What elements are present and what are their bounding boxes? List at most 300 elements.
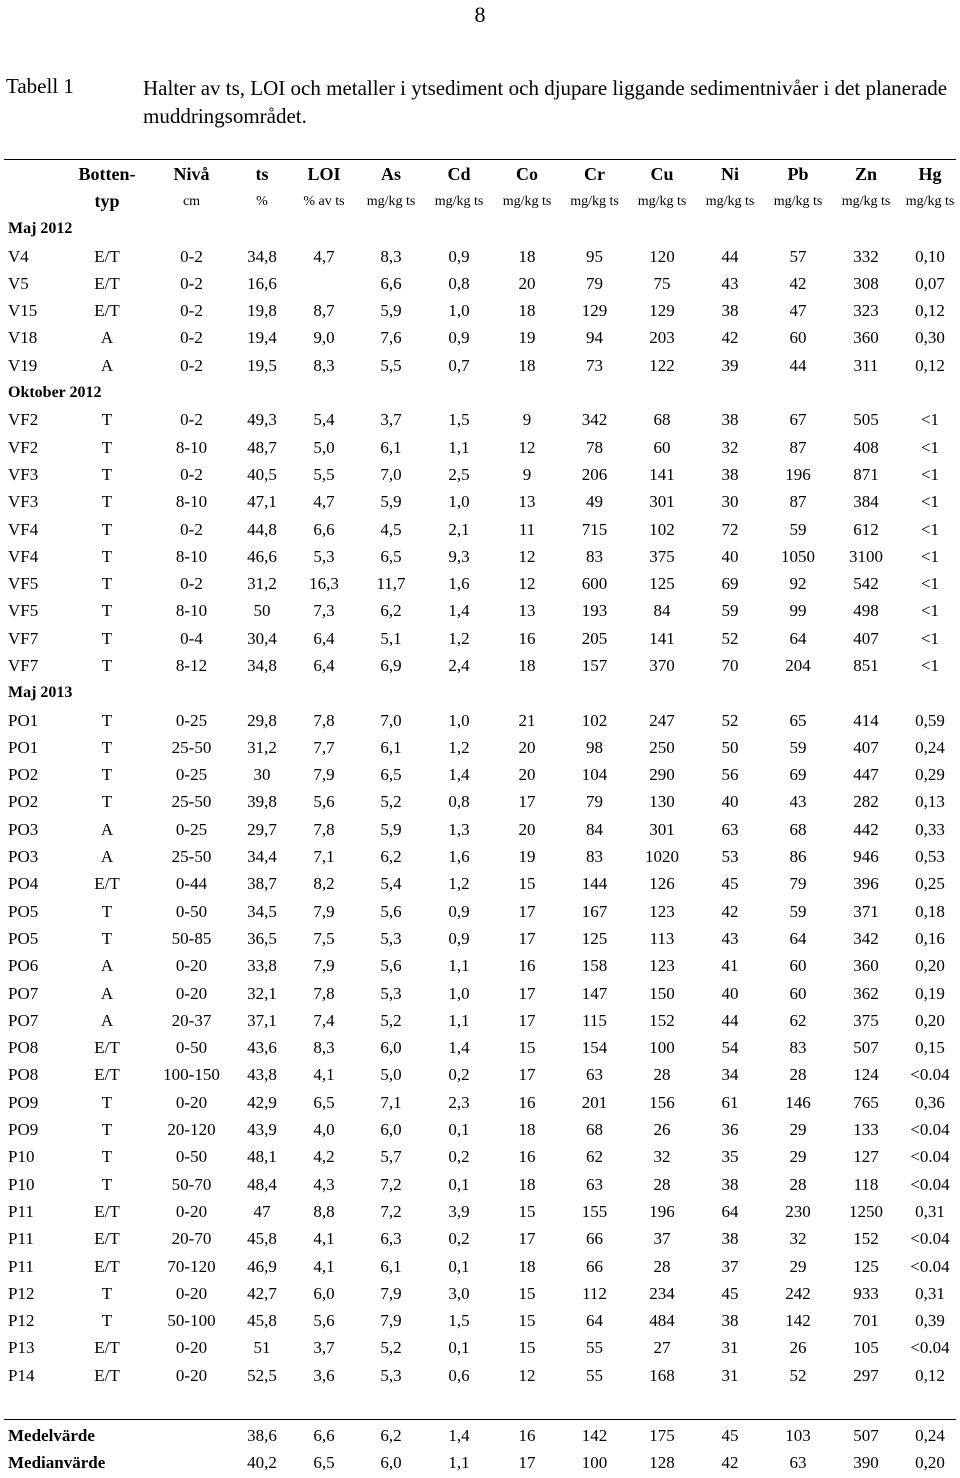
table-cell: 15 [518,1338,536,1358]
table-cell: E/T [94,874,120,894]
table-cell: 0,1 [448,1174,470,1194]
table-cell: 123 [649,956,675,976]
table-cell: 20-120 [167,1120,216,1140]
table-cell: 87 [789,437,807,457]
table-cell: 3,9 [448,1201,470,1221]
table-body [4,216,960,1390]
table-cell: 8,3 [313,1038,335,1058]
table-cell: 18 [518,655,536,675]
table-top-rule [4,159,956,160]
table-cell: 42 [721,901,739,921]
table-cell: 0,20 [915,1010,945,1030]
table-cell: 130 [649,792,675,812]
table-cell: 38 [721,1174,739,1194]
summary-cell: 40,2 [247,1452,277,1472]
table-cell: 155 [581,1201,608,1221]
table-cell: 49,3 [247,410,277,430]
summary-cell: 16 [518,1425,536,1445]
table-cell: 31,2 [247,574,277,594]
table-cell: 8,2 [313,874,335,894]
table-cell: 507 [853,1038,879,1058]
table-cell: 32 [789,1229,807,1249]
summary-label: Medianvärde [8,1452,106,1472]
table-cell: 297 [853,1365,879,1385]
station-code: VF2 [8,410,39,430]
table-cell: 28 [653,1256,671,1276]
table-cell: 61 [721,1092,739,1112]
table-cell: 0-20 [175,1201,208,1221]
table-cell: 0,8 [448,273,470,293]
table-cell: 19,4 [247,328,277,348]
table-cell: <0.04 [910,1338,950,1358]
table-cell: 73 [586,355,603,375]
column-header: Cu [650,164,674,185]
table-cell: 112 [582,1283,607,1303]
table-cell: 4,0 [313,1120,335,1140]
table-cell: 123 [649,901,675,921]
table-cell: 36 [721,1120,739,1140]
table-cell: 301 [649,819,675,839]
table-cell: 4,7 [313,492,335,512]
table-cell: 19 [518,847,536,867]
table-cell: 102 [581,710,608,730]
table-cell: 7,2 [380,1174,402,1194]
table-cell: 5,1 [380,628,402,648]
station-code: V19 [8,355,38,375]
station-code: PO1 [8,737,39,757]
table-row [4,1307,960,1334]
table-cell: 4,5 [380,519,402,539]
table-cell: 104 [581,765,608,785]
table-cell: 98 [586,737,603,757]
table-cell: 0-2 [180,519,203,539]
data-table [4,161,960,1389]
table-row [4,1035,960,1062]
table-cell: 39 [721,355,739,375]
table-cell: 168 [649,1365,675,1385]
table-cell: 68 [653,410,671,430]
table-cell: 28 [653,1174,671,1194]
table-cell: 146 [785,1092,811,1112]
table-cell: 0,36 [915,1092,945,1112]
table-cell: 83 [586,546,603,566]
table-cell: 43,9 [247,1120,277,1140]
table-cell: 48,4 [247,1174,277,1194]
table-cell: 15 [518,1283,536,1303]
table-cell: 7,1 [380,1092,402,1112]
table-cell: T [101,710,113,730]
station-code: P14 [8,1365,35,1385]
table-cell: 37,1 [247,1010,277,1030]
table-row [4,543,960,570]
table-cell: <1 [920,410,940,430]
table-cell: 323 [853,301,879,321]
table-cell: 5,6 [313,792,335,812]
table-cell: 242 [785,1283,811,1303]
table-cell: E/T [94,1038,120,1058]
station-code: VF5 [8,574,39,594]
summary-cell: 100 [581,1452,608,1472]
table-cell: T [101,574,113,594]
column-unit: % [256,193,268,209]
table-row [4,1335,960,1362]
table-cell: 4,2 [313,1147,335,1167]
table-cell: 72 [721,519,739,539]
table-cell: 20 [518,273,536,293]
table-cell: 311 [853,355,879,375]
table-cell: 19,5 [247,355,277,375]
table-cell: 7,0 [380,464,402,484]
table-cell: <0.04 [910,1065,950,1085]
table-row [4,1171,960,1198]
station-code: P10 [8,1174,35,1194]
summary-table [4,1422,960,1477]
table-cell: E/T [94,1365,120,1385]
table-cell: 43 [789,792,807,812]
table-cell: 196 [785,464,811,484]
table-cell: 5,3 [380,928,402,948]
table-cell: 157 [581,655,608,675]
table-row [4,1062,960,1089]
table-cell: <1 [920,628,940,648]
table-cell: <1 [920,464,940,484]
table-cell: 396 [853,874,879,894]
table-cell: 78 [586,437,603,457]
table-cell: 230 [785,1201,811,1221]
table-cell: 94 [586,328,603,348]
summary-row [4,1449,960,1476]
table-cell: 100-150 [163,1065,220,1085]
table-cell: 47,1 [247,492,277,512]
table-cell: 5,4 [380,874,402,894]
table-cell: 29,8 [247,710,277,730]
summary-cell: 507 [853,1425,879,1445]
table-cell: 32 [721,437,739,457]
table-cell: 5,5 [380,355,402,375]
table-cell: 0-4 [180,628,203,648]
table-cell: 42,7 [247,1283,277,1303]
table-cell: 13 [518,492,536,512]
table-cell: 79 [789,874,807,894]
table-cell: 20 [518,765,536,785]
table-cell: 1,1 [448,956,470,976]
table-cell: 45,8 [247,1229,277,1249]
table-cell: 38 [721,301,739,321]
table-cell: 7,5 [313,928,335,948]
table-cell: 0,33 [915,819,945,839]
table-cell: 0,31 [915,1283,945,1303]
table-cell: 7,1 [313,847,335,867]
table-cell: 301 [649,492,675,512]
table-cell: 6,3 [380,1229,402,1249]
table-cell: 5,7 [380,1147,402,1167]
table-cell: 95 [586,246,603,266]
column-unit: % av ts [303,193,345,209]
table-cell: 375 [649,546,675,566]
table-row [4,434,960,461]
table-cell: <0.04 [910,1120,950,1140]
table-cell: 75 [653,273,671,293]
table-cell: 9 [522,410,532,430]
table-cell: 26 [789,1338,807,1358]
table-cell: 29,7 [247,819,277,839]
summary-cell: 6,0 [380,1452,402,1472]
table-cell: 0,12 [915,301,945,321]
table-cell: E/T [94,1065,120,1085]
table-row [4,625,960,652]
table-cell: 20-70 [171,1229,212,1249]
table-cell: 8-10 [175,437,208,457]
station-code: P13 [8,1338,35,1358]
table-cell: 7,7 [313,737,335,757]
table-cell: 43 [721,928,739,948]
table-cell: 0,25 [915,874,945,894]
table-cell: 52 [721,628,739,648]
table-cell: 133 [853,1120,879,1140]
table-cell: 16 [518,956,536,976]
table-cell: 44 [721,1010,739,1030]
table-cell: T [101,1283,113,1303]
table-cell: 79 [586,792,603,812]
table-cell: A [100,847,114,867]
table-row [4,1198,960,1225]
table-cell: A [100,819,114,839]
table-cell: 47 [253,1201,271,1221]
table-cell: 8,3 [313,355,335,375]
table-cell: 0-25 [175,765,208,785]
table-cell: 7,4 [313,1010,335,1030]
unit-row [4,188,960,215]
table-cell: 8-12 [175,655,208,675]
table-cell: 65 [789,710,807,730]
table-cell: 6,5 [380,765,402,785]
table-cell: 142 [785,1311,811,1331]
table-cell: E/T [94,301,120,321]
table-cell: T [101,601,113,621]
table-cell: 0-25 [175,819,208,839]
table-cell: 414 [853,710,879,730]
table-cell: 7,8 [313,819,335,839]
table-cell: 1,0 [448,710,470,730]
table-cell: <1 [920,519,940,539]
table-cell: 15 [518,1311,536,1331]
table-cell: 2,4 [448,655,470,675]
table-cell: 16 [518,1147,536,1167]
table-cell: 5,6 [380,901,402,921]
table-cell: 11 [518,519,536,539]
table-cell: 20-37 [171,1010,212,1030]
table-cell: 156 [649,1092,675,1112]
station-code: V4 [8,246,29,266]
summary-row [4,1422,960,1449]
table-cell: 5,2 [380,1338,402,1358]
table-cell: <0.04 [910,1256,950,1276]
table-cell: 125 [853,1256,879,1276]
table-cell: 63 [721,819,739,839]
column-header: As [380,164,401,185]
table-cell: 6,2 [380,601,402,621]
table-cell: 102 [649,519,675,539]
table-row [4,1089,960,1116]
table-cell: 70 [721,655,739,675]
table-row [4,1253,960,1280]
table-cell: 99 [789,601,807,621]
section-row [4,216,960,243]
table-cell: 282 [853,792,879,812]
table-cell: 125 [649,574,675,594]
table-cell: 29 [789,1147,807,1167]
table-cell: 154 [581,1038,608,1058]
table-cell: 18 [518,355,536,375]
table-row [4,352,960,379]
table-cell: 127 [853,1147,879,1167]
table-cell: 0,24 [915,737,945,757]
table-cell: 18 [518,1256,536,1276]
table-cell: 193 [581,601,608,621]
table-cell: 5,3 [380,1365,402,1385]
table-cell: 7,2 [380,1201,402,1221]
column-unit: typ [94,191,120,212]
table-cell: 0-50 [175,1038,208,1058]
column-unit [4,188,64,215]
table-cell: 0-2 [180,328,203,348]
table-cell: 0,9 [448,328,470,348]
table-cell: 5,0 [313,437,335,457]
table-row [4,871,960,898]
station-code: PO2 [8,792,39,812]
table-cell: 35 [721,1147,739,1167]
table-cell: 52,5 [247,1365,277,1385]
table-cell: 0,59 [915,710,945,730]
summary-cell: 103 [785,1425,811,1445]
table-cell: 6,9 [380,655,402,675]
table-cell: <1 [920,492,940,512]
table-cell: 18 [518,246,536,266]
column-header: Nivå [173,164,210,185]
summary-cell: 63 [789,1452,807,1472]
table-cell: 17 [518,1229,536,1249]
table-cell: 92 [789,574,807,594]
table-cell: 20 [518,737,536,757]
table-cell: 31,2 [247,737,277,757]
table-cell: 1,0 [448,492,470,512]
table-cell: 38 [721,1229,739,1249]
table-cell: 1,0 [448,301,470,321]
table-cell: 141 [649,628,675,648]
table-cell: 0,07 [915,273,945,293]
table-cell: 9,3 [448,546,470,566]
table-cell: 126 [649,874,675,894]
table-cell: 0,13 [915,792,945,812]
table-cell: 484 [649,1311,675,1331]
table-cell: 16,6 [247,273,277,293]
header-row [4,161,960,188]
summary-cell: 1,1 [448,1452,470,1472]
table-cell: 39,8 [247,792,277,812]
table-cell: 6,1 [380,1256,402,1276]
table-cell: 5,2 [380,1010,402,1030]
table-cell: 234 [649,1283,675,1303]
table-cell: 62 [789,1010,807,1030]
station-code: PO6 [8,956,39,976]
table-cell: 933 [853,1283,879,1303]
table-cell: 57 [789,246,807,266]
table-cell: E/T [94,1201,120,1221]
summary-cell: 45 [721,1425,739,1445]
station-code: P12 [8,1311,35,1331]
table-cell: 612 [853,519,879,539]
table-cell: 52 [721,710,739,730]
table-cell: 16 [518,628,536,648]
table-cell: 51 [253,1338,271,1358]
table-cell: 5,6 [313,1311,335,1331]
table-row [4,953,960,980]
table-cell: 31 [721,1365,739,1385]
table-cell: <0.04 [910,1147,950,1167]
table-cell: 0,10 [915,246,945,266]
table-cell: 45 [721,874,739,894]
table-cell: 250 [649,737,675,757]
table-cell: 1,1 [448,437,470,457]
summary-cell: 0,20 [915,1452,945,1472]
table-cell: 6,0 [313,1283,335,1303]
table-cell: 600 [581,574,608,594]
table-cell: 38,7 [247,874,277,894]
table-cell: 204 [785,655,811,675]
table-cell: 100 [649,1038,675,1058]
table-cell: 407 [853,628,879,648]
column-unit: mg/kg ts [366,193,416,209]
table-cell: 6,2 [380,847,402,867]
table-row [4,325,960,352]
table-cell: A [100,1010,114,1030]
table-cell: 16 [518,1092,536,1112]
column-header: Co [516,164,538,185]
table-cell: 152 [649,1010,675,1030]
table-cell: 8,3 [380,246,402,266]
table-cell: 3,7 [380,410,402,430]
table-cell: E/T [94,246,120,266]
table-cell: 196 [649,1201,675,1221]
table-cell: 0-2 [180,464,203,484]
table-cell: 32,1 [247,983,277,1003]
column-unit: mg/kg ts [434,193,484,209]
station-code: PO1 [8,710,39,730]
table-cell: 70-120 [167,1256,216,1276]
table-cell: 715 [581,519,608,539]
table-cell: 1,2 [448,628,470,648]
table-cell: T [101,519,113,539]
table-cell: 59 [721,601,739,621]
column-header [4,161,64,188]
table-cell: 0,9 [448,928,470,948]
table-cell: 0,6 [448,1365,470,1385]
table-cell: 36,5 [247,928,277,948]
table-row [4,1144,960,1171]
table-cell: 384 [853,492,879,512]
table-row [4,1362,960,1389]
table-cell: 7,9 [313,765,335,785]
station-code: VF4 [8,519,39,539]
station-code: PO8 [8,1038,39,1058]
table-cell: A [100,983,114,1003]
table-cell: 7,6 [380,328,402,348]
table-cell: 27 [653,1338,671,1358]
table-row [4,707,960,734]
table-cell: 1,5 [448,1311,470,1331]
table-cell: 11,7 [376,574,406,594]
table-cell: T [101,655,113,675]
